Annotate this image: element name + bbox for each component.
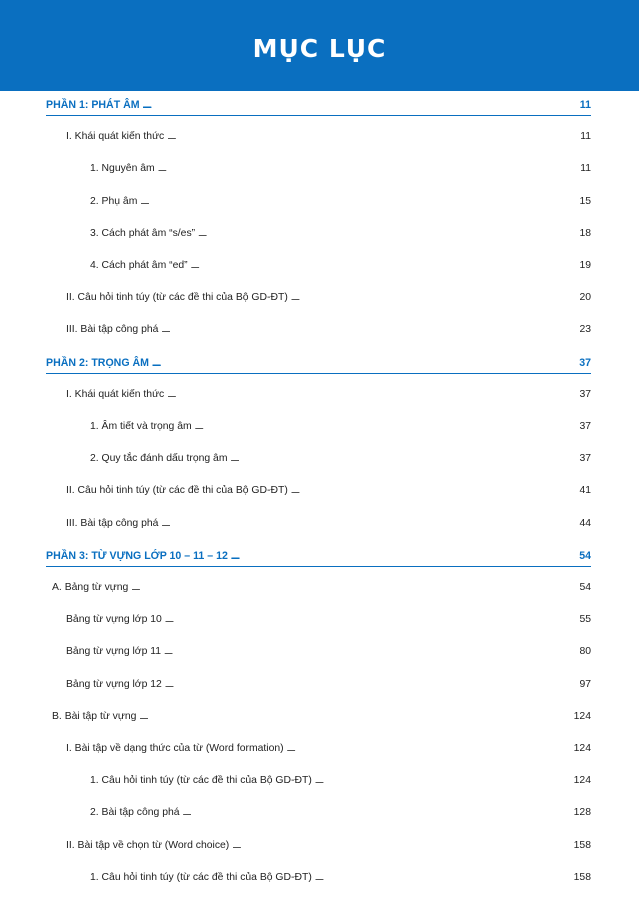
toc-entry bbox=[90, 421, 591, 432]
toc-entry bbox=[90, 807, 591, 818]
toc-entry-label: B. Bài tập từ vựng bbox=[52, 710, 137, 722]
toc-page-number: 97 bbox=[579, 678, 591, 690]
toc-part-heading bbox=[46, 357, 591, 369]
toc-page-number: 37 bbox=[579, 453, 591, 465]
part-underline bbox=[46, 373, 591, 374]
toc-page-number: 128 bbox=[573, 807, 591, 819]
part-underline bbox=[46, 566, 591, 567]
toc-entry bbox=[66, 324, 591, 335]
toc-page-number: 41 bbox=[579, 485, 591, 497]
dot-leader bbox=[231, 550, 576, 562]
toc-entry-label: I. Khái quát kiến thức bbox=[66, 131, 165, 143]
toc-page-number: 44 bbox=[579, 517, 591, 529]
toc-entry-label: II. Câu hỏi tinh túy (từ các đề thi của Bộ GD-ĐT) bbox=[66, 485, 288, 497]
dot-leader bbox=[161, 518, 576, 529]
toc-entry-label: PHẦN 3: TỪ VỰNG LỚP 10 – 11 – 12 bbox=[46, 549, 228, 562]
toc-page-number: 15 bbox=[579, 195, 591, 207]
toc-entry-label: II. Câu hỏi tinh túy (từ các đề thi của Bộ GD-ĐT) bbox=[66, 292, 288, 304]
toc-entry bbox=[66, 292, 591, 303]
toc-entry bbox=[66, 646, 591, 657]
toc-entry bbox=[90, 163, 591, 174]
toc-entry bbox=[90, 872, 591, 883]
toc-entry bbox=[52, 711, 591, 722]
toc-entry-label: I. Khái quát kiến thức bbox=[66, 388, 165, 400]
dot-leader bbox=[195, 421, 577, 432]
dot-leader bbox=[183, 807, 571, 818]
dot-leader bbox=[191, 260, 577, 271]
dot-leader bbox=[198, 228, 576, 239]
toc-page-number: 20 bbox=[579, 292, 591, 304]
toc-entry-label: PHẦN 2: TRỌNG ÂM bbox=[46, 356, 149, 369]
toc-entry-label: I. Bài tập về dạng thức của từ (Word formation) bbox=[66, 743, 284, 754]
dot-leader bbox=[161, 324, 576, 335]
toc-page-number: 55 bbox=[579, 614, 591, 626]
toc-entry-label: 2. Phụ âm bbox=[90, 195, 138, 207]
toc-entry bbox=[66, 840, 591, 851]
toc-part-heading bbox=[46, 550, 591, 562]
toc-entry bbox=[66, 389, 591, 400]
toc-page-number: 158 bbox=[573, 839, 591, 851]
toc-page-number: 18 bbox=[579, 227, 591, 239]
toc-page-number: 11 bbox=[580, 131, 591, 143]
toc-entry bbox=[66, 614, 591, 625]
dot-leader bbox=[152, 357, 576, 369]
toc-entry bbox=[90, 260, 591, 271]
toc-entry-label: Bảng từ vựng lớp 10 bbox=[66, 614, 162, 626]
dot-leader bbox=[167, 131, 577, 142]
toc-page-number: 124 bbox=[573, 710, 591, 722]
part-underline bbox=[46, 115, 591, 116]
dot-leader bbox=[315, 775, 571, 786]
dot-leader bbox=[230, 453, 576, 464]
toc-entry-label: 4. Cách phát âm “ed” bbox=[90, 260, 188, 271]
toc-entry bbox=[66, 743, 591, 754]
toc-page-number: 37 bbox=[579, 388, 591, 400]
toc-entry bbox=[90, 228, 591, 239]
toc-page-number: 37 bbox=[579, 356, 591, 369]
toc-entry-label: 1. Âm tiết và trọng âm bbox=[90, 421, 192, 432]
toc-entry bbox=[66, 679, 591, 690]
toc-page-number: 158 bbox=[573, 871, 591, 883]
toc-page-number: 11 bbox=[580, 163, 591, 175]
dot-leader bbox=[164, 646, 576, 657]
toc-entry bbox=[66, 485, 591, 496]
dot-leader bbox=[167, 389, 576, 400]
toc-page-number: 19 bbox=[579, 260, 591, 271]
toc-entry bbox=[66, 131, 591, 142]
dot-leader bbox=[158, 163, 578, 174]
toc-entry-label: II. Bài tập về chọn từ (Word choice) bbox=[66, 839, 230, 851]
toc-page-number: 80 bbox=[579, 646, 591, 658]
toc-page-number: 124 bbox=[573, 743, 591, 754]
toc-entry-label: 1. Câu hỏi tinh túy (từ các đề thi của Bộ GD-ĐT) bbox=[90, 775, 312, 787]
dot-leader bbox=[165, 614, 577, 625]
dot-leader bbox=[315, 872, 571, 883]
toc-page-number: 124 bbox=[573, 775, 591, 787]
dot-leader bbox=[139, 711, 570, 722]
dot-leader bbox=[140, 196, 576, 207]
dot-leader bbox=[131, 582, 576, 593]
toc-entry-label: 2. Bài tập công phá bbox=[90, 807, 180, 819]
toc-entry-label: 2. Quy tắc đánh dấu trọng âm bbox=[90, 453, 228, 465]
toc-page-number: 11 bbox=[579, 99, 591, 111]
toc-entry bbox=[66, 518, 591, 529]
toc-entry-label: 1. Câu hỏi tinh túy (từ các đề thi của Bộ GD-ĐT) bbox=[90, 871, 312, 883]
dot-leader bbox=[165, 679, 577, 690]
page-header bbox=[0, 0, 639, 91]
toc-entry-label: III. Bài tập công phá bbox=[66, 324, 159, 336]
toc-entry-label: Bảng từ vựng lớp 11 bbox=[66, 646, 162, 658]
toc-entry-label: III. Bài tập công phá bbox=[66, 517, 159, 529]
toc-entry bbox=[90, 453, 591, 464]
toc-entry bbox=[52, 582, 591, 593]
dot-leader bbox=[143, 99, 577, 111]
page-title: MỤC LỤC bbox=[252, 34, 387, 63]
toc-page-number: 37 bbox=[579, 421, 591, 432]
toc-entry-label: PHẦN 1: PHÁT ÂM bbox=[46, 99, 140, 111]
toc-entry bbox=[90, 196, 591, 207]
toc-entry-label: 1. Nguyên âm bbox=[90, 163, 155, 175]
dot-leader bbox=[291, 292, 577, 303]
toc-entry-label: A. Bảng từ vựng bbox=[52, 582, 129, 593]
dot-leader bbox=[291, 485, 577, 496]
toc-entry-label: Bảng từ vựng lớp 12 bbox=[66, 678, 162, 690]
dot-leader bbox=[287, 743, 571, 754]
toc-entry bbox=[90, 775, 591, 786]
toc-part-heading bbox=[46, 99, 591, 111]
toc-page-number: 54 bbox=[579, 549, 591, 562]
toc-page-number: 54 bbox=[579, 582, 591, 593]
dot-leader bbox=[232, 840, 570, 851]
toc-entry-label: 3. Cách phát âm “s/es” bbox=[90, 227, 196, 239]
toc-page-number: 23 bbox=[579, 324, 591, 336]
